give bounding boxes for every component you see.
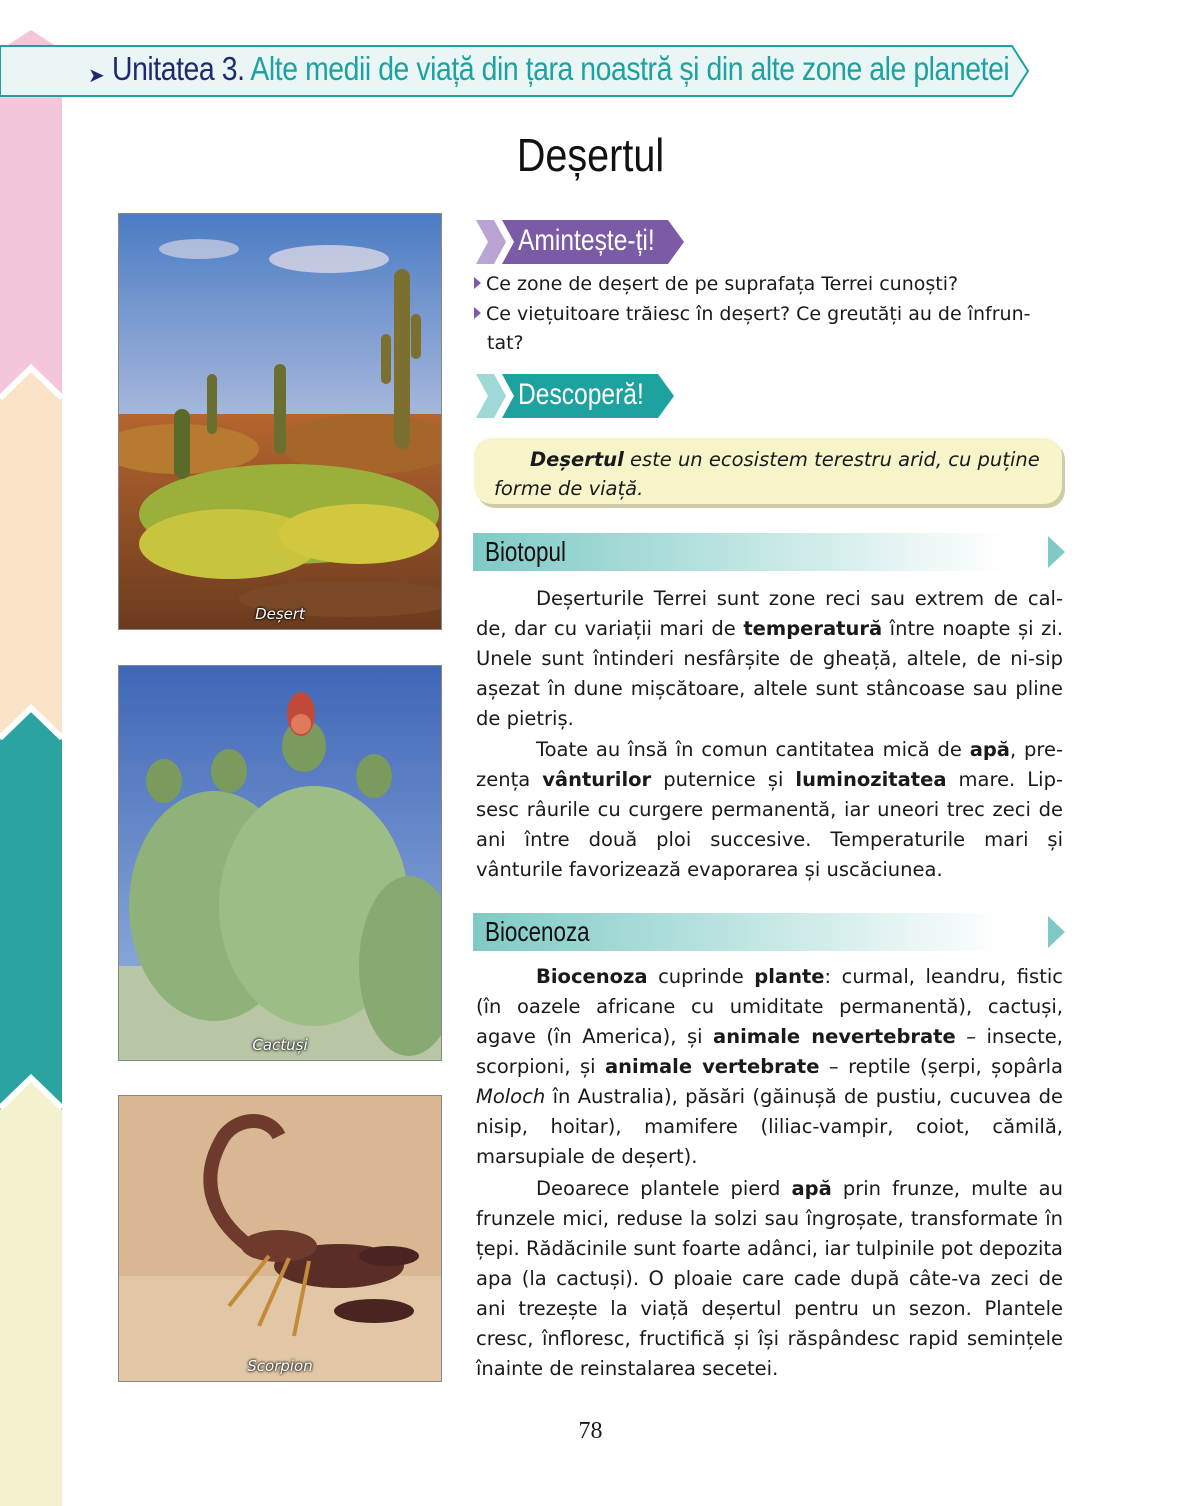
photo-caption: Scorpion	[247, 1357, 313, 1375]
unit-header	[112, 50, 1009, 88]
text-run: luminozitatea	[795, 768, 947, 791]
biotopul-title: Biotopul	[485, 536, 566, 567]
text-run: – reptile (șerpi, șopârla	[819, 1055, 1063, 1078]
header-arrow-icon: ➤	[88, 63, 105, 87]
biotopul-paragraph-1	[476, 584, 1063, 734]
scorpion-photo	[118, 1095, 442, 1382]
biotopul-paragraph-2	[476, 735, 1063, 885]
text-run: animale vertebrate	[604, 1055, 820, 1078]
question-item: Ce viețuitoare trăiesc în deșert? Ce greutăți au de înfrun-	[474, 301, 1064, 328]
decorative-sidebar	[0, 0, 62, 1506]
text-run: în Australia), păsări (găinușă de pustiu, cucuvea de nisip, hoitar), mamifere (liliac-vampir, coiot, cămilă, marsupiale de deșert).	[476, 1085, 1063, 1168]
descopera-label: Descoperă!	[518, 378, 644, 411]
text-run: apă	[791, 1177, 832, 1200]
text-run: puternice și	[651, 768, 796, 791]
biocenoza-paragraph-1	[476, 962, 1063, 1172]
unit-title: Alte medii de viață din țara noastră și din alte zone ale planetei	[250, 50, 1010, 87]
text-run: Biocenoza	[536, 965, 648, 988]
photo-caption: Cactuși	[252, 1036, 308, 1054]
biocenoza-paragraph-2	[476, 1174, 1063, 1384]
question-item-continuation: tat?	[487, 332, 524, 354]
descopera-tag	[476, 374, 676, 418]
text-run: Toate au însă în comun cantitatea mică de	[536, 738, 970, 761]
cactus-photo	[118, 665, 442, 1061]
biotopul-header	[473, 533, 1065, 571]
text-run: temperatură	[743, 617, 883, 640]
definition-term: Deșertul	[530, 448, 624, 471]
biocenoza-title: Biocenoza	[485, 916, 590, 947]
text-run: cuprinde	[647, 965, 755, 988]
definition-text: este un ecosistem terestru arid, cu puține	[623, 448, 1040, 471]
page-number: 78	[578, 1418, 603, 1444]
biocenoza-header	[473, 913, 1065, 951]
aminteste-tag	[476, 220, 686, 264]
aminteste-label: Amintește-ți!	[518, 224, 655, 257]
text-run: Deșerturile Terrei sunt zone reci sau extrem de cal-de, dar cu variații mari de	[476, 587, 1063, 640]
text-run: între noapte și zi. Unele sunt întinderi nesfârșite de gheață, altele, de ni-sip așezat în dune mișcătoare, altele sunt stâncoase sau pline de pietriș.	[476, 617, 1063, 730]
text-run: animale nevertebrate	[713, 1025, 956, 1048]
photo-caption: Deșert	[255, 605, 305, 623]
unit-label: Unitatea 3.	[112, 50, 245, 87]
text-run: vânturilor	[542, 768, 652, 791]
desert-photo	[118, 213, 442, 630]
text-run: – insecte, scorpioni, și	[476, 1025, 1063, 1078]
text-run: plante	[754, 965, 825, 988]
definition-line2: forme de viață.	[494, 477, 644, 500]
bullet-icon	[474, 307, 481, 319]
definition-box	[474, 438, 1062, 504]
text-run: : curmal, leandru, fistic (în oazele africane cu umiditate permanentă), cactuși, agave (în America), și	[476, 965, 1063, 1048]
text-run: apă	[969, 738, 1010, 761]
text-run: mare. Lip-sesc râurile cu curgere permanentă, iar uneori trec zeci de ani între două ploi succesive. Temperaturile mari și vânturile favorizează evaporarea și uscăciunea.	[476, 768, 1063, 881]
text-run: prin frunze, multe au frunzele mici, reduse la solzi sau îngroșate, transformate în țepi. Rădăcinile sunt foarte adânci, iar tulpinile pot depozita apa (la cactuși). O ploaie care cade după câte-va zeci de ani trezește la viață deșertul pentru un sezon. Plantele cresc, înfloresc, fructifică și își răspândesc rapid semințele înainte de reinstalarea secetei.	[476, 1177, 1063, 1380]
page-title: Deșertul	[516, 129, 665, 181]
text-run: , pre-zența	[476, 738, 1063, 791]
text-run: Deoarece plantele pierd	[536, 1177, 792, 1200]
question-item: Ce zone de deșert de pe suprafața Terrei cunoști?	[474, 271, 1064, 298]
text-run: Moloch	[476, 1085, 546, 1108]
bullet-icon	[474, 277, 481, 289]
